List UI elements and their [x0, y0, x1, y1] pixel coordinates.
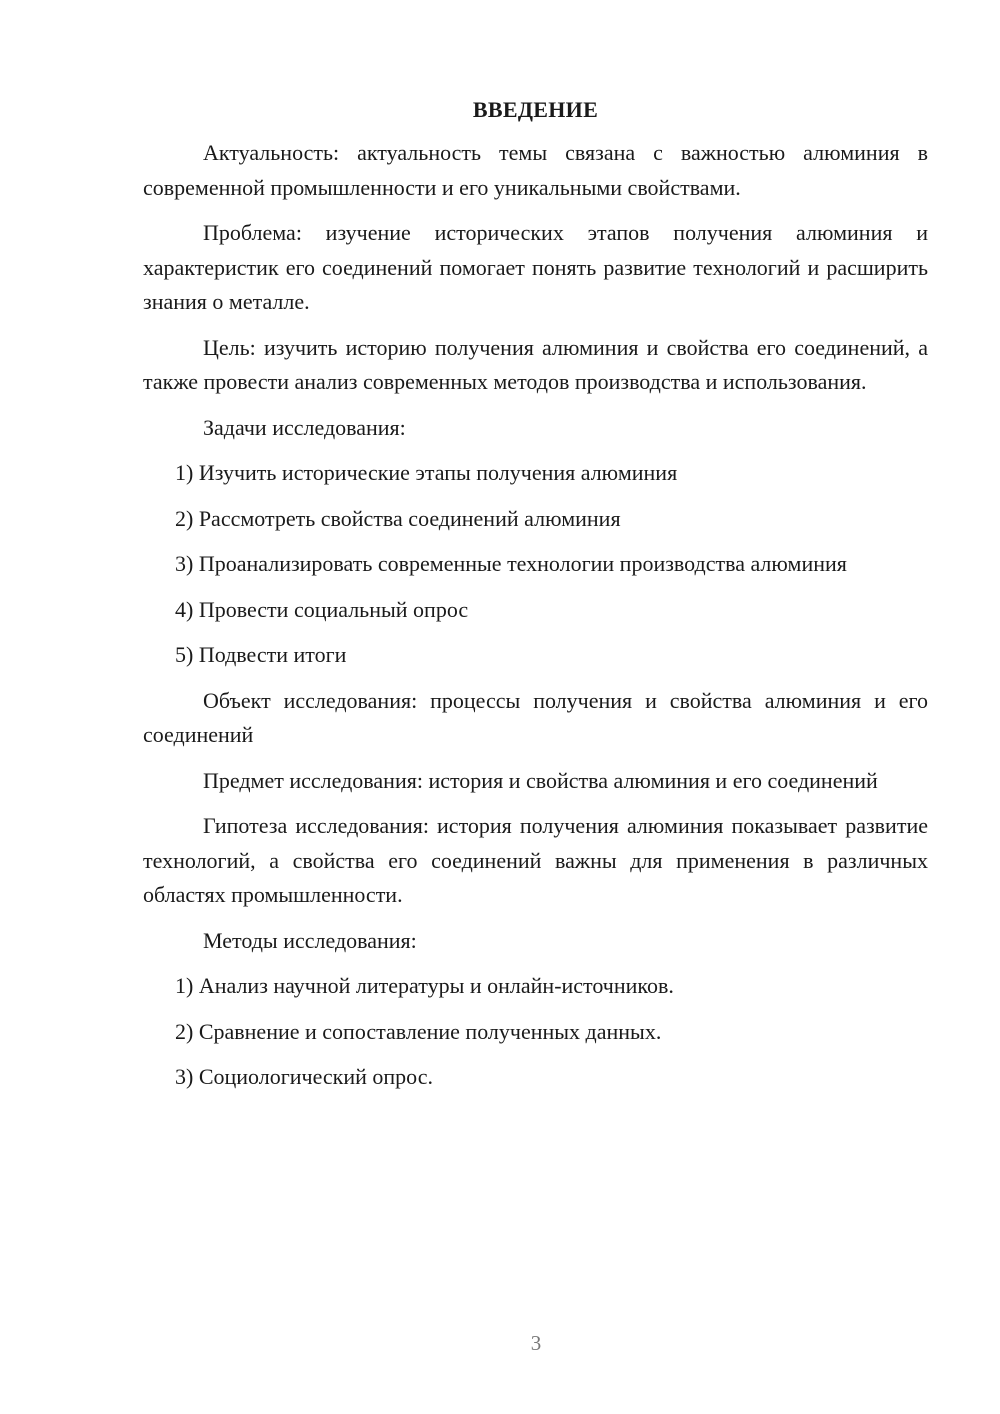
subject-paragraph: Предмет исследования: история и свойства алюминия и его соединений: [203, 767, 878, 793]
page-number: 3: [530, 1331, 542, 1355]
method-item: 2) Сравнение и сопоставление полученных данных.: [175, 1018, 662, 1044]
methods-heading: Методы исследования:: [203, 927, 417, 953]
relevance-paragraph: Актуальность: актуальность темы связана с важностью алюминия в современной промышленности и его уникальными свойствами.: [143, 140, 928, 200]
problem-paragraph: Проблема: изучение исторических этапов получения алюминия и характеристик его соединений помогает понять развитие технологий и расширить знания о металле.: [143, 220, 928, 314]
task-item: 4) Провести социальный опрос: [175, 596, 469, 622]
document-page: [143, 92, 928, 1106]
method-item: 1) Анализ научной литературы и онлайн-источников.: [175, 973, 674, 998]
task-item: 3) Проанализировать современные технологии производства алюминия: [175, 551, 847, 576]
section-title: ВВЕДЕНИЕ: [472, 97, 599, 122]
task-item: 1) Изучить исторические этапы получения алюминия: [175, 460, 678, 485]
task-item: 5) Подвести итоги: [175, 642, 347, 667]
object-paragraph: Объект исследования: процессы получения и свойства алюминия и его соединений: [143, 687, 928, 747]
hypothesis-paragraph: Гипотеза исследования: история получения алюминия показывает развитие технологий, а свойства его соединений важны для применения в различных областях промышленности.: [143, 813, 928, 907]
goal-paragraph: Цель: изучить историю получения алюминия и свойства его соединений, а также провести анализ современных методов производства и использования.: [143, 334, 928, 394]
method-item: 3) Социологический опрос.: [175, 1064, 433, 1089]
task-item: 2) Рассмотреть свойства соединений алюминия: [175, 505, 621, 531]
tasks-heading: Задачи исследования:: [203, 414, 406, 440]
